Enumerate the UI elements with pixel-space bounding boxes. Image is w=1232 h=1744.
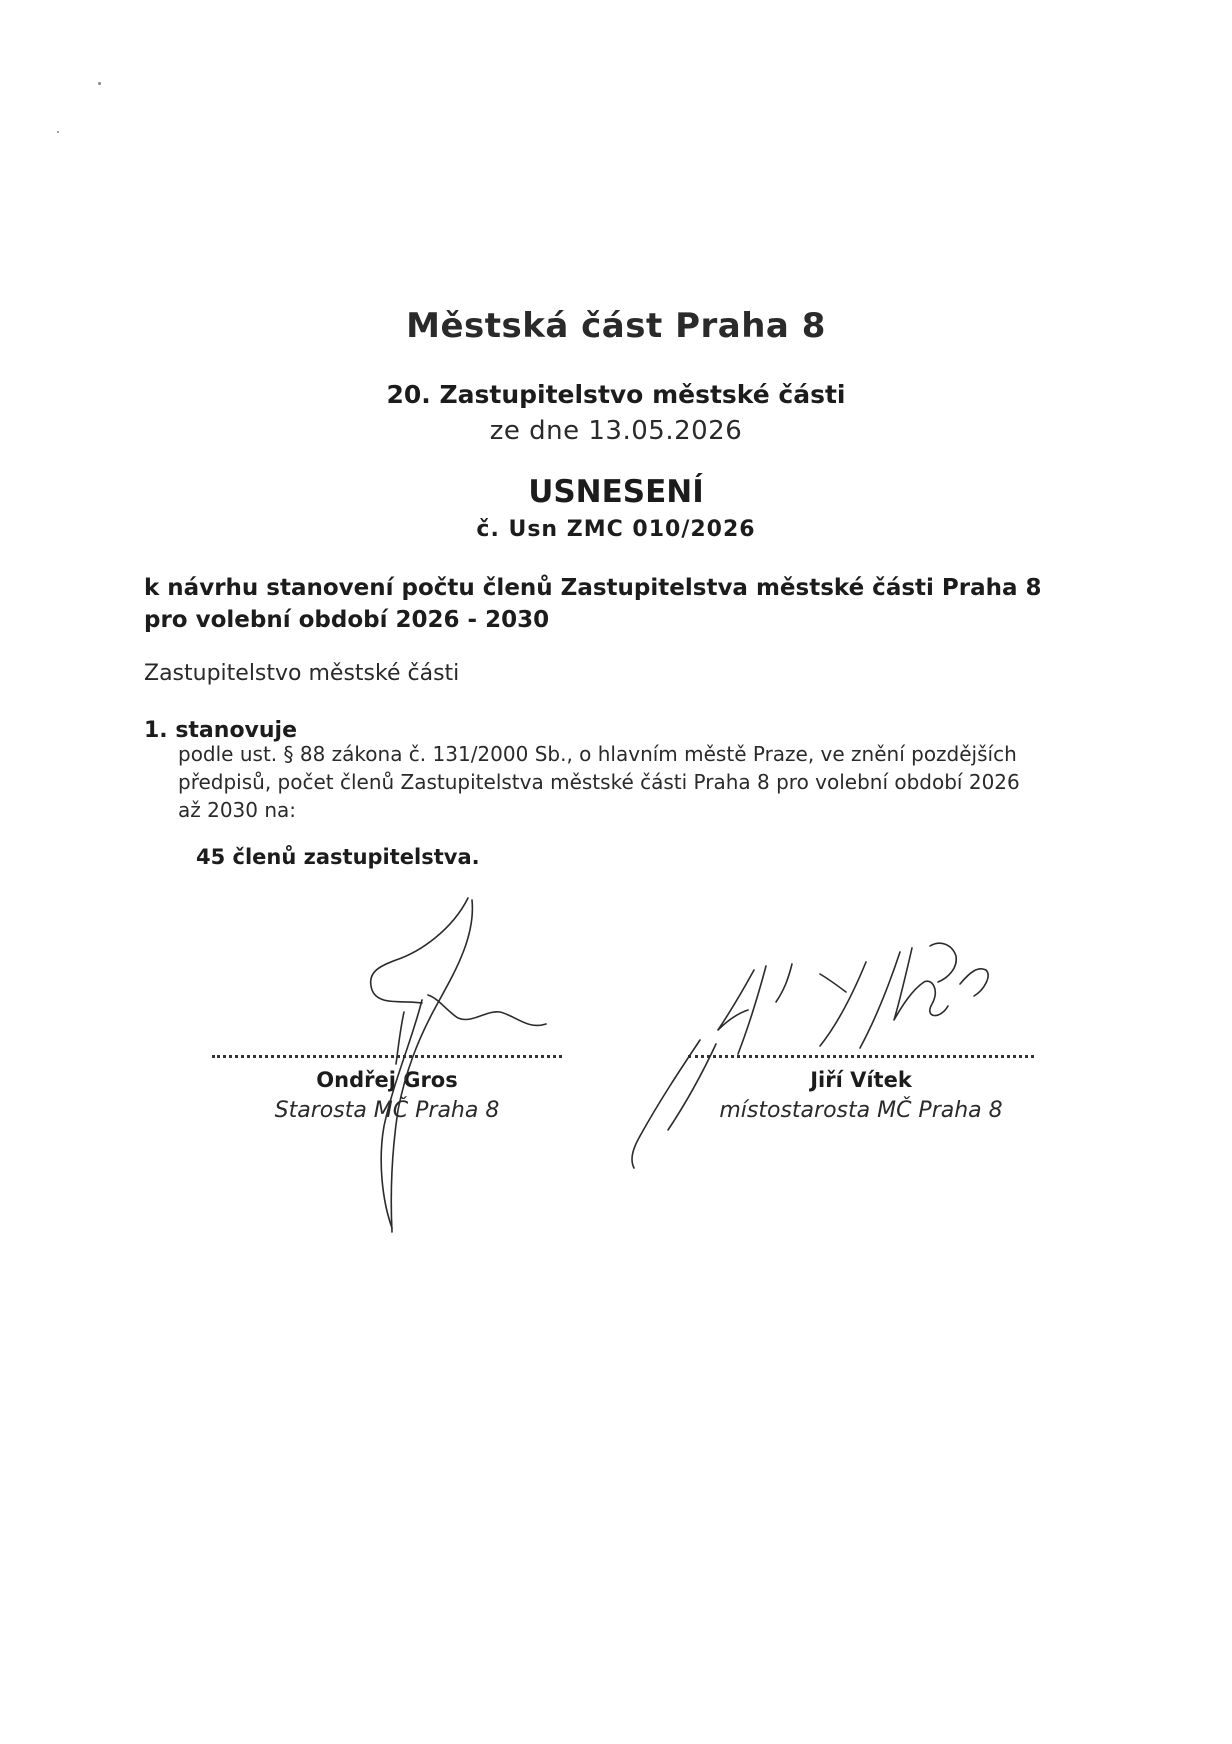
organization-title: Městská část Praha 8 [406, 306, 826, 346]
signer-name-right: Jiří Vítek [810, 1068, 912, 1092]
resolution-number: č. Usn ZMC 010/2026 [476, 517, 756, 542]
resolution-title: USNESENÍ [528, 474, 704, 510]
point-text-line: podle ust. § 88 zákona č. 131/2000 Sb., o hlavním městě Praze, ve znění pozdějších [178, 742, 1017, 766]
signer-role-right: místostarosta MČ Praha 8 [719, 1098, 1003, 1123]
signature-mark-left [371, 898, 546, 1232]
subject-line: pro volební období 2026 - 2030 [144, 607, 550, 633]
point-label: 1. stanovuje [144, 718, 298, 743]
resolution-result: 45 členů zastupitelstva. [196, 845, 480, 869]
intro-text: Zastupitelstvo městské části [144, 661, 460, 686]
point-text-line: až 2030 na: [178, 798, 297, 822]
signer-role-left: Starosta MČ Praha 8 [274, 1098, 500, 1123]
session-date: ze dne 13.05.2026 [489, 416, 743, 446]
signature-mark-right [632, 943, 988, 1168]
subject-line: k návrhu stanovení počtu členů Zastupitelstva městské části Praha 8 [144, 575, 1042, 601]
signer-name-left: Ondřej Gros [316, 1068, 458, 1092]
point-text-line: předpisů, počet členů Zastupitelstva městské části Praha 8 pro volební období 2026 [178, 770, 1020, 794]
session-title: 20. Zastupitelstvo městské části [386, 380, 846, 409]
